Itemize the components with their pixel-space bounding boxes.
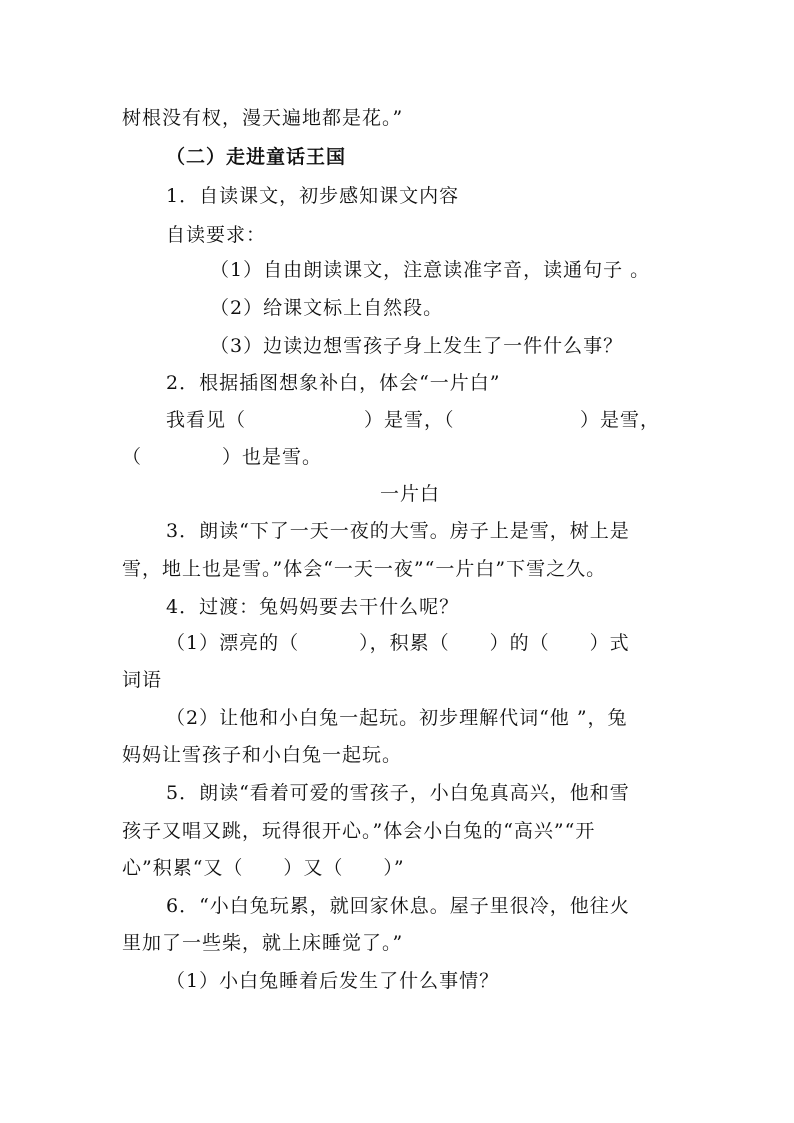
- list-item: 1．自读课文，初步感知课文内容: [166, 185, 460, 207]
- text-line: 里加了一些柴，就上床睡觉了。”: [122, 932, 404, 954]
- section-heading: （二）走进童话王国: [166, 146, 347, 168]
- text-line: 雪，地上也是雪。”体会“一天一夜”“一片白”下雪之久。: [122, 558, 607, 580]
- sub-item: （1）自由朗读课文，注意读准字音，读通句子 。: [210, 259, 651, 281]
- sub-item: （2）让他和小白兔一起玩。初步理解代词“他 ”，兔: [166, 707, 628, 729]
- fill-blank-text: 我看见（: [166, 409, 247, 431]
- fill-blank-text: ）是雪，: [580, 409, 661, 431]
- sub-item: （1）小白兔睡着后发生了什么事情？: [166, 970, 500, 992]
- fill-blank-text: ）是雪，（: [364, 409, 455, 431]
- list-item: 2．根据插图想象补白，体会“一片白”: [166, 372, 501, 394]
- sub-item: （2）给课文标上自然段。: [210, 297, 444, 319]
- sub-item: （1）漂亮的（ ），积累（ ）的（ ）式: [166, 632, 630, 654]
- list-item: 5．朗读“看着可爱的雪孩子，小白兔真高兴，他和雪: [166, 782, 630, 804]
- text-line: 树根没有杈，漫天遍地都是花。”: [122, 107, 404, 129]
- text-line: 孩子又唱又跳，玩得很开心。”体会小白兔的“高兴”“开: [122, 820, 596, 842]
- caption: 一片白: [380, 483, 441, 505]
- list-item: 6．“小白兔玩累，就回家休息。屋子里很冷，他往火: [166, 895, 630, 917]
- fill-blank-text: （ ）也是雪。: [122, 446, 323, 468]
- list-item: 3．朗读“下了一天一夜的大雪。房子上是雪，树上是: [166, 520, 630, 542]
- text-line: 妈妈让雪孩子和小白兔一起玩。: [122, 744, 403, 766]
- text-line: 心”积累“又（ ）又（ ）”: [122, 857, 405, 879]
- sub-item: （3）边读边想雪孩子身上发生了一件什么事？: [210, 335, 624, 357]
- text-line: 自读要求：: [166, 224, 267, 246]
- text-line: 词语: [122, 669, 163, 691]
- list-item: 4．过渡：兔妈妈要去干什么呢？: [166, 596, 460, 618]
